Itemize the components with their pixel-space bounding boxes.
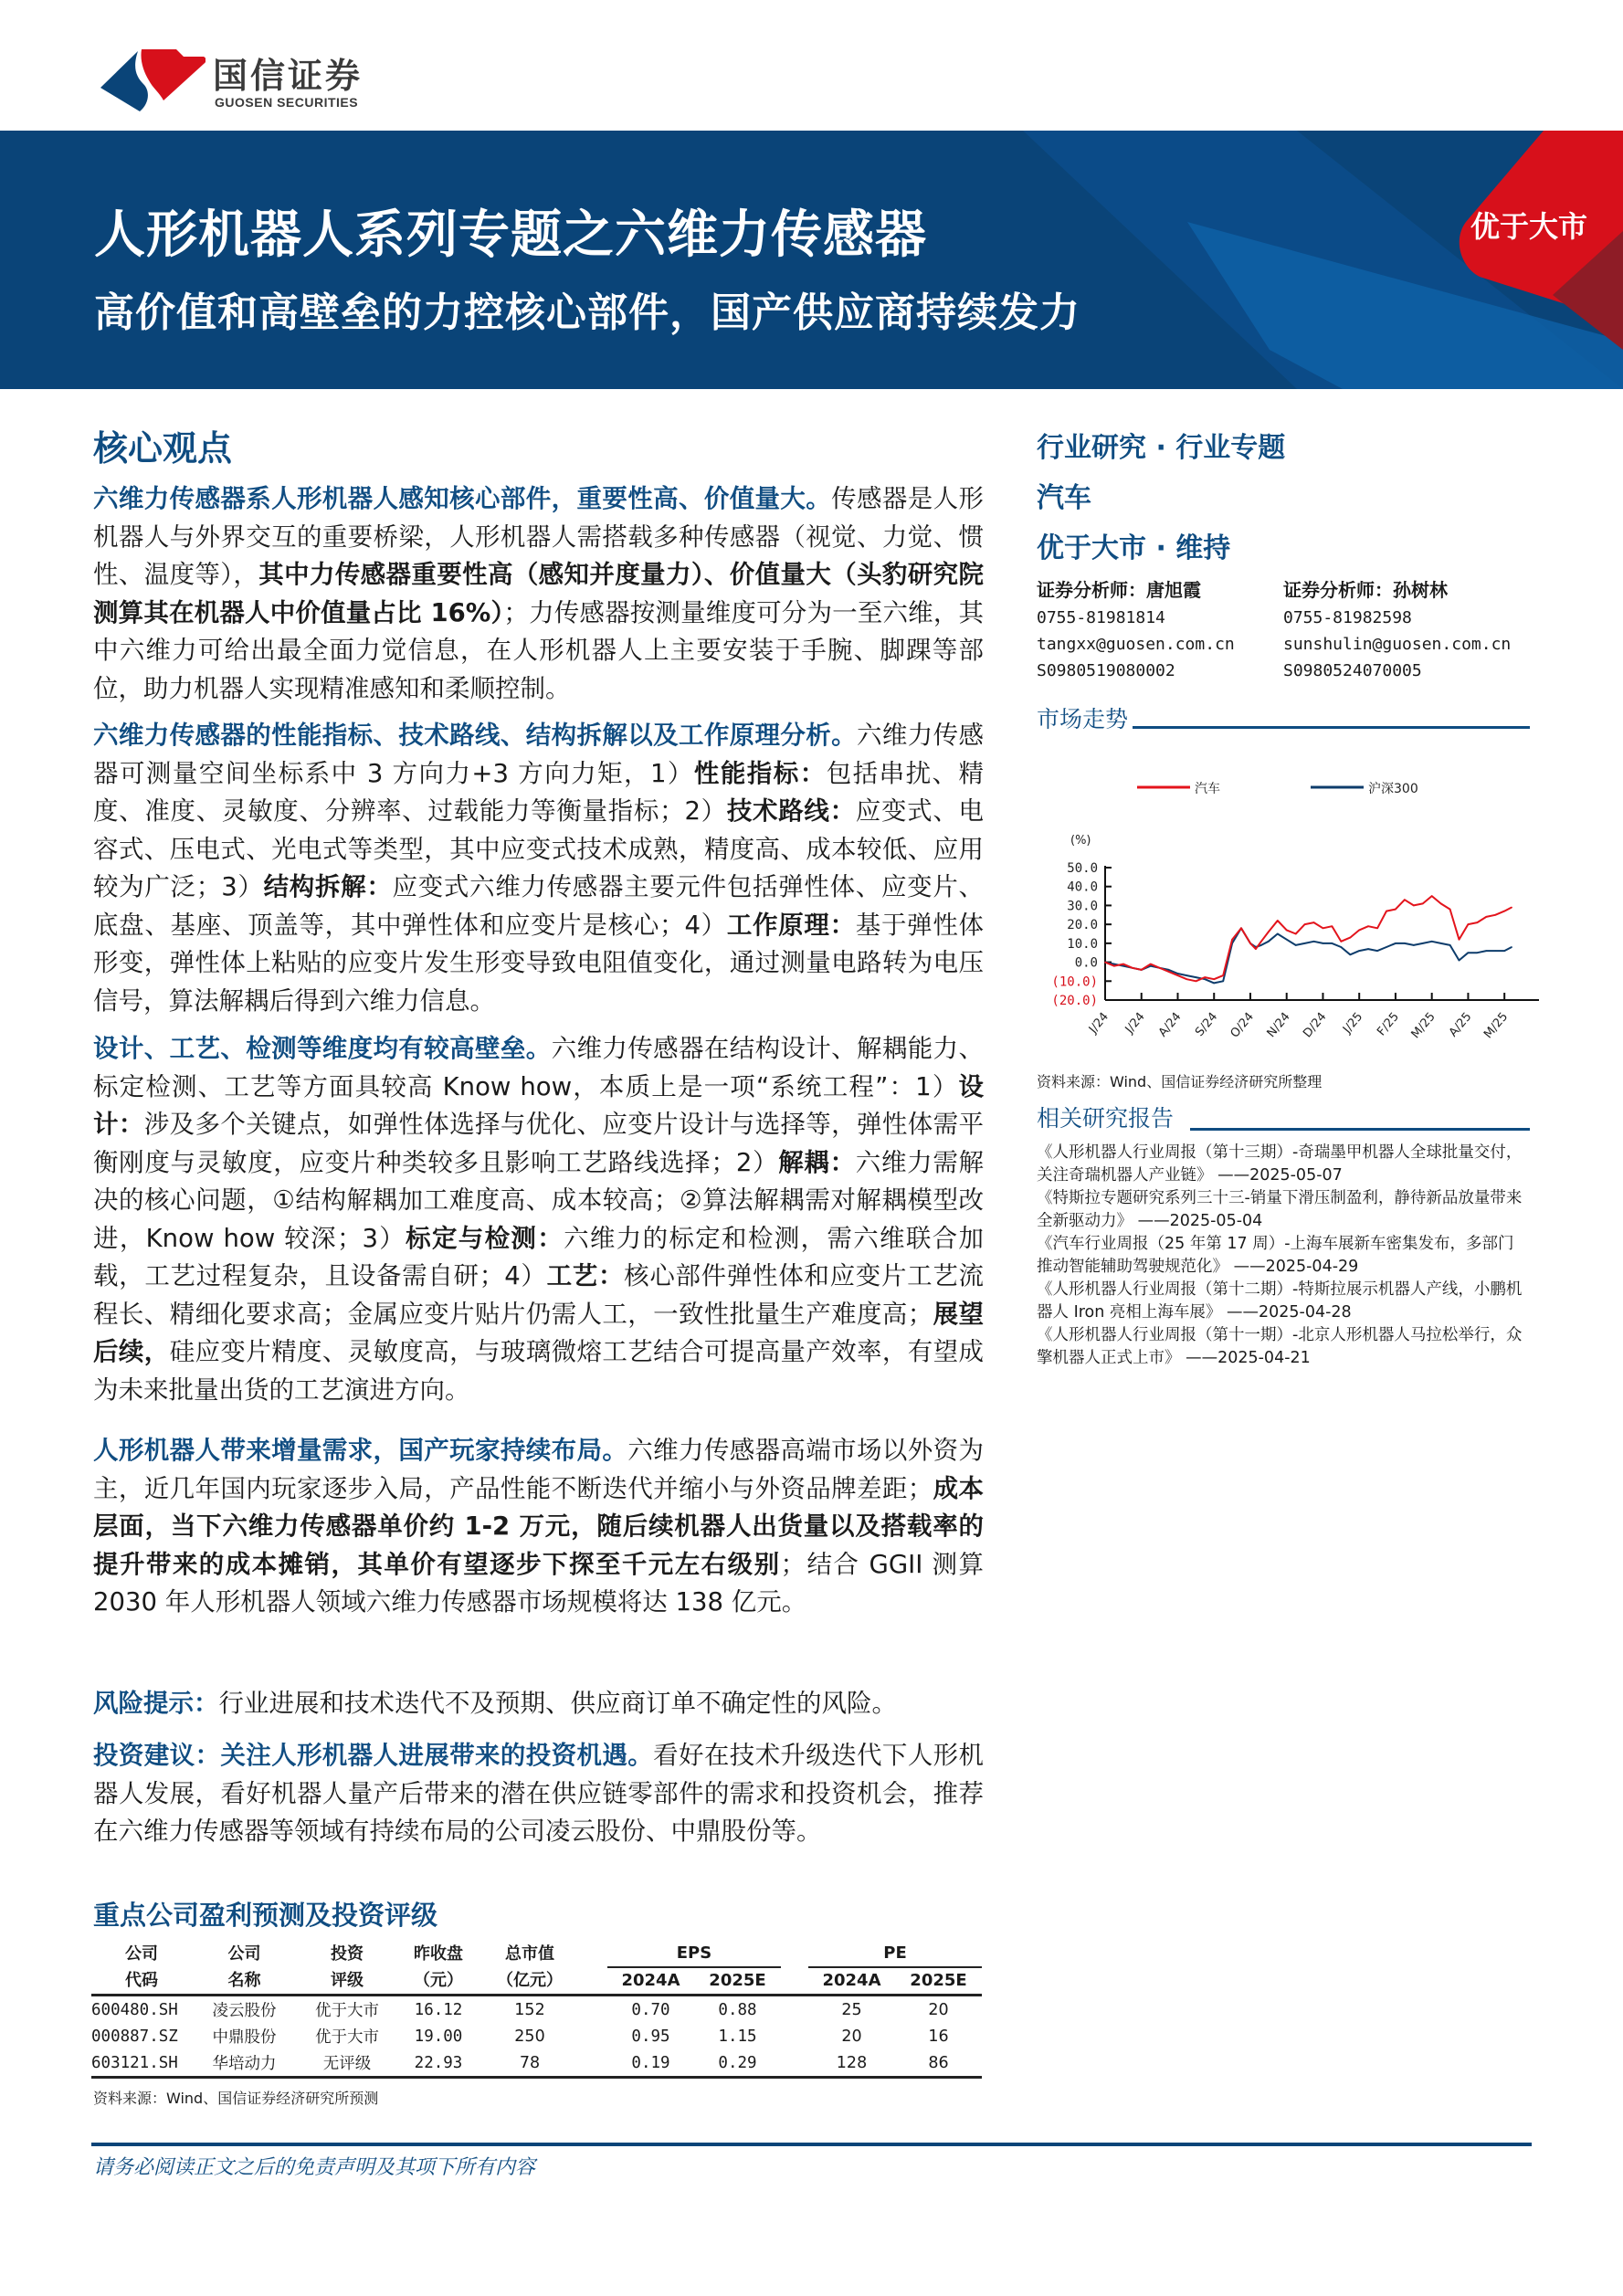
- y-tick-label: (10.0): [1051, 974, 1098, 990]
- x-tick-label: M/25: [1408, 1009, 1439, 1042]
- body-text: ；结合 GGII 测算 2030 年人形机器人领域六维力传感器市场规模将达 138 亿元。: [93, 1549, 984, 1617]
- data-point: [1177, 974, 1179, 976]
- col-header-pe-2024a: 2024A: [808, 1967, 895, 1996]
- cell-mktcap: 152: [514, 2000, 545, 2019]
- related-report-item[interactable]: [1037, 1187, 1530, 1233]
- report-date: ——2025-04-21: [1186, 1349, 1311, 1367]
- cell-code: 000887.SZ: [91, 2027, 178, 2046]
- report-date: ——2025-05-07: [1217, 1166, 1343, 1185]
- emphasis-text: 设计：: [93, 1071, 984, 1139]
- paragraph-lead: 六维力传感器的性能指标、技术路线、结构拆解以及工作原理分析。: [93, 721, 858, 750]
- emphasis-text: 展望后续，: [93, 1299, 985, 1366]
- report-title: 《汽车行业周报（25 年第 17 周）-上海车展新车密集发布，多部门推动智能辅助驾驶规范化》: [1037, 1235, 1514, 1276]
- cell-close: 22.93: [397, 2049, 480, 2078]
- x-tick-label: F/25: [1375, 1009, 1403, 1039]
- legend-label: 沪深300: [1368, 782, 1418, 796]
- data-point: [1332, 925, 1333, 927]
- data-point: [1367, 948, 1369, 950]
- body-text: 应变式六维力传感器主要元件包括弹性体、应变片、底盘、基座、顶盖等，其中弹性体和应变片是核心；4）: [93, 872, 985, 940]
- data-point: [1286, 939, 1288, 941]
- emphasis-text: 成本层面，当下六维力传感器单价约 1-2 万元，随后续机器人出货量以及搭载率的提升带来的成本摊销，其单价有望逐步下探至千元左右级别: [93, 1473, 985, 1579]
- investment-advice: [93, 1737, 984, 1851]
- col-header-pe: PE: [808, 1941, 982, 1967]
- cell-eps-2024a: 0.19: [607, 2049, 694, 2078]
- col-header-mktcap: 总市值: [505, 1943, 554, 1964]
- cell-eps-2024a: 0.95: [631, 2027, 670, 2046]
- data-point: [1186, 974, 1188, 976]
- data-point: [1313, 941, 1315, 943]
- report-category: 行业研究 · 行业专题: [1037, 432, 1286, 464]
- col-header-rating: 投资: [331, 1943, 364, 1964]
- data-point: [1231, 939, 1233, 941]
- report-title: 《人形机器人行业周报（第十三期）-奇瑞墨甲机器人全球批量交付，关注奇瑞机器人产业链》: [1037, 1143, 1523, 1185]
- analyst-email[interactable]: tangxx@guosen.com.cn: [1037, 635, 1235, 654]
- cell-name: 华培动力: [192, 2049, 297, 2078]
- core-paragraph-4: [93, 1432, 984, 1622]
- y-tick-label: 20.0: [1067, 918, 1098, 933]
- data-point: [1260, 941, 1262, 943]
- analyst-phone: 0755-81982598: [1283, 608, 1412, 627]
- data-point: [1304, 923, 1306, 925]
- related-report-item[interactable]: [1037, 1233, 1530, 1279]
- cell-eps-2024a: 0.70: [631, 2000, 670, 2019]
- section-divider: [1133, 726, 1530, 729]
- data-point: [1477, 922, 1479, 923]
- core-views-heading: 核心观点: [93, 428, 233, 469]
- body-text: 核心部件弹性体和应变片工艺流程长、精细化要求高；金属应变片贴片仍需人工，一致性批量生产难度高；: [93, 1261, 985, 1329]
- related-reports-heading: 相关研究报告: [1037, 1105, 1175, 1132]
- table-row: [91, 2023, 982, 2049]
- cell-pe-2025e: 20: [928, 2000, 949, 2019]
- data-point: [1358, 950, 1360, 952]
- data-point: [1341, 941, 1343, 943]
- analyst-cert: S0980519080002: [1037, 661, 1175, 680]
- cell-pe-2025e: 86: [895, 2049, 982, 2078]
- data-point: [1268, 941, 1270, 943]
- key-companies-heading: 重点公司盈利预测及投资评级: [93, 1900, 438, 1931]
- y-tick-label: 30.0: [1067, 899, 1098, 914]
- data-point: [1486, 916, 1488, 918]
- related-reports-list: [1037, 1142, 1530, 1370]
- col-header-eps-2024a: 2024A: [607, 1967, 694, 1996]
- table-header-row: [91, 1941, 982, 1967]
- data-point: [1122, 964, 1124, 965]
- x-tick-label: A/25: [1446, 1009, 1475, 1040]
- data-point: [1323, 943, 1324, 944]
- data-point: [1249, 943, 1251, 944]
- x-tick-label: D/24: [1301, 1009, 1330, 1041]
- data-point: [1386, 946, 1387, 948]
- data-point: [1395, 909, 1396, 911]
- chart-source: 资料来源：Wind、国信证券经济研究所整理: [1037, 1073, 1323, 1090]
- cell-pe-2024a: 128: [808, 2049, 895, 2078]
- paragraph-lead: 风险提示：: [93, 1689, 219, 1718]
- data-point: [1431, 895, 1433, 897]
- data-point: [1277, 920, 1279, 922]
- y-tick-label: 10.0: [1067, 936, 1098, 952]
- cell-name: 中鼎股份: [212, 2028, 277, 2047]
- cell-pe-2024a: 25: [841, 2000, 862, 2019]
- chart-legend: [1137, 782, 1418, 796]
- analyst-label: 证券分析师：: [1283, 579, 1393, 601]
- table-source: 资料来源：Wind、国信证券经济研究所预测: [93, 2090, 379, 2107]
- series-line-csi300: [1105, 928, 1512, 983]
- cell-rating: 优于大市: [315, 2028, 379, 2047]
- data-point: [1440, 903, 1442, 905]
- data-point: [1395, 943, 1396, 944]
- data-point: [1150, 965, 1152, 967]
- chart-lines: [1104, 895, 1512, 984]
- data-point: [1295, 933, 1297, 935]
- data-point: [1213, 978, 1215, 980]
- data-point: [1459, 960, 1460, 962]
- cell-rating: 优于大市: [315, 2002, 379, 2020]
- col-header-name: 名称: [192, 1967, 297, 1996]
- brand-name-cn: 国信证券: [213, 56, 364, 96]
- paragraph-lead: 投资建议：关注人形机器人进展带来的投资机遇。: [93, 1741, 654, 1770]
- body-text: 六维力的标定和检测，需六维联合加载，工艺过程复杂，且设备需自研；4）: [93, 1223, 984, 1290]
- data-point: [1295, 944, 1297, 946]
- data-point: [1132, 967, 1133, 969]
- paragraph-lead: 设计、工艺、检测等维度均有较高壁垒。: [93, 1034, 552, 1063]
- y-tick-label: 40.0: [1067, 879, 1098, 895]
- analyst-card: [1283, 577, 1511, 684]
- report-date: ——2025-04-28: [1226, 1303, 1352, 1322]
- x-tick-label: J/24: [1122, 1009, 1148, 1037]
- table-row: [91, 1996, 982, 2024]
- report-title: 《人形机器人行业周报（第十二期）-特斯拉展示机器人产线，小鹏机器人 Iron 亮相上海车展》: [1037, 1280, 1523, 1322]
- data-point: [1122, 965, 1124, 967]
- cell-name: 凌云股份: [212, 2002, 277, 2020]
- data-point: [1332, 943, 1333, 944]
- footer-disclaimer: 请务必阅读正文之后的免责声明及其项下所有内容: [93, 2156, 536, 2179]
- data-point: [1486, 950, 1488, 952]
- industry-name: 汽车: [1037, 482, 1091, 514]
- analyst-name: 唐旭霞: [1146, 579, 1201, 601]
- core-paragraph-3: [93, 1030, 984, 1409]
- x-tick-label: M/25: [1481, 1009, 1512, 1042]
- analyst-label: 证券分析师：: [1037, 579, 1146, 601]
- cell-pe-2024a: 20: [841, 2027, 862, 2046]
- data-point: [1459, 939, 1460, 941]
- emphasis-text: 工艺：: [546, 1261, 625, 1290]
- core-paragraph-1: [93, 480, 984, 708]
- body-text: 传感器是人形机器人与外界交互的重要桥梁，人形机器人需搭载多种传感器（视觉、力觉、惯性、温度等），: [93, 484, 985, 589]
- data-point: [1168, 971, 1170, 973]
- data-point: [1494, 950, 1496, 952]
- core-paragraph-2: [93, 717, 984, 1020]
- data-point: [1477, 952, 1479, 953]
- data-point: [1422, 903, 1424, 905]
- x-tick-label: O/24: [1228, 1009, 1258, 1041]
- col-header-name: 公司: [227, 1943, 261, 1964]
- data-point: [1422, 943, 1424, 944]
- y-tick-label: 50.0: [1067, 861, 1098, 876]
- data-point: [1104, 962, 1106, 964]
- data-point: [1404, 943, 1406, 944]
- section-divider: [1190, 1128, 1530, 1131]
- data-point: [1386, 911, 1387, 912]
- x-tick-label: J/25: [1340, 1009, 1366, 1037]
- emphasis-text: 标定与检测：: [406, 1223, 564, 1253]
- body-text: 六维力需解决的核心问题，①结构解耦加工难度高、成本较高；②算法解耦需对解耦模型改进，Know how 较深；3）: [93, 1147, 985, 1253]
- report-date: ——2025-04-29: [1233, 1258, 1359, 1276]
- data-point: [1196, 976, 1197, 978]
- data-point: [1268, 932, 1270, 933]
- data-point: [1304, 943, 1306, 944]
- col-header-code: 公司: [125, 1943, 158, 1964]
- body-text: 六维力传感器高端市场以外资为主，近几年国内玩家逐步入局，产品性能不断迭代并缩小与外资品牌差距；: [93, 1436, 984, 1503]
- report-title: 《人形机器人行业周报（第十一期）-北京人形机器人马拉松举行，众擎机器人正式上市》: [1037, 1326, 1523, 1367]
- data-point: [1413, 944, 1415, 946]
- chart-axes: [1051, 834, 1539, 1041]
- cell-pe-2025e: 16: [928, 2027, 949, 2046]
- body-text: 行业进展和技术迭代不及预期、供应商订单不确定性的风险。: [218, 1689, 897, 1718]
- data-point: [1468, 923, 1470, 925]
- y-tick-label: 0.0: [1074, 955, 1098, 971]
- data-point: [1323, 927, 1324, 929]
- data-point: [1376, 950, 1378, 952]
- cell-eps-2025e: 0.29: [694, 2049, 781, 2078]
- col-header-eps-2025e: 2025E: [694, 1967, 781, 1996]
- data-point: [1511, 946, 1512, 948]
- risk-warning: [93, 1685, 984, 1723]
- data-point: [1494, 914, 1496, 916]
- col-header-mktcap: （亿元）: [480, 1967, 580, 1996]
- x-tick-label: N/24: [1264, 1009, 1293, 1041]
- data-point: [1286, 930, 1288, 932]
- body-text: 基于弹性体形变，弹性体上粘贴的应变片发生形变导致电阻值变化，通过测量电路转为电压信号，算法解耦后得到六维力信息。: [93, 910, 985, 1016]
- col-header-close: （元）: [397, 1967, 480, 1996]
- rating-badge: 优于大市: [1470, 209, 1588, 244]
- data-point: [1240, 927, 1242, 929]
- data-point: [1449, 944, 1451, 946]
- analyst-cert: S0980524070005: [1283, 661, 1422, 680]
- data-point: [1413, 905, 1415, 907]
- data-point: [1196, 980, 1197, 982]
- analyst-email[interactable]: sunshulin@guosen.com.cn: [1283, 635, 1512, 654]
- data-point: [1367, 925, 1369, 927]
- data-point: [1255, 948, 1257, 950]
- body-text: 应变式、电容式、压电式、光电式等类型，其中应变式技术成熟，精度高、成本较低、应用较为广泛；3）: [93, 796, 985, 901]
- cell-mktcap: 250: [514, 2027, 545, 2046]
- cell-code: 600480.SH: [91, 2000, 178, 2019]
- body-text: 涉及多个关键点，如弹性体选择与优化、应变片设计与选择等，弹性体需平衡刚度与灵敏度，应变片种类较多且影响工艺路线选择；2）: [93, 1110, 985, 1177]
- data-point: [1222, 980, 1224, 982]
- data-point: [1186, 978, 1188, 980]
- data-point: [1349, 937, 1351, 939]
- data-point: [1150, 964, 1152, 965]
- data-point: [1313, 922, 1315, 923]
- data-point: [1177, 973, 1179, 974]
- table-row: [91, 2049, 982, 2078]
- data-point: [1168, 969, 1170, 971]
- report-title: 《特斯拉专题研究系列三十三-销量下滑压制盈利，静待新品放量带来全新驱动力》: [1037, 1189, 1523, 1230]
- x-tick-label: S/24: [1193, 1009, 1221, 1039]
- x-tick-label: J/24: [1086, 1009, 1112, 1037]
- legend-label: 汽车: [1195, 782, 1220, 796]
- related-report-item[interactable]: [1037, 1324, 1530, 1370]
- cell-rating: 无评级: [297, 2049, 397, 2078]
- cell-eps-2025e: 0.88: [718, 2000, 757, 2019]
- key-companies-table: [91, 1941, 982, 2079]
- guosen-logo-icon: [96, 44, 206, 117]
- body-text: ；力传感器按测量维度可分为一至六维，其中六维力可给出最全面力觉信息，在人形机器人上主要安装于手腕、脚踝等部位，助力机器人实现精准感知和柔顺控制。: [93, 597, 984, 703]
- data-point: [1503, 950, 1505, 952]
- cell-mktcap: 78: [480, 2049, 580, 2078]
- data-point: [1141, 969, 1143, 971]
- emphasis-text: 其中力传感器重要性高（感知并度量力）、价值量大（头豹研究院测算其在机器人中价值量占比 16%）: [93, 560, 984, 627]
- data-point: [1159, 967, 1161, 969]
- cell-close: 19.00: [414, 2027, 463, 2046]
- footer-divider: [91, 2143, 1532, 2146]
- data-point: [1277, 933, 1279, 935]
- brand-name-en: GUOSEN SECURITIES: [215, 95, 359, 110]
- y-axis-unit: (%): [1070, 834, 1091, 848]
- emphasis-text: 工作原理：: [726, 910, 856, 940]
- emphasis-text: 技术路线：: [726, 796, 856, 826]
- x-tick-label: A/24: [1155, 1009, 1185, 1040]
- data-point: [1449, 909, 1451, 911]
- data-point: [1260, 944, 1262, 946]
- market-trend-heading: 市场走势: [1037, 706, 1129, 732]
- cell-close: 16.12: [414, 2000, 463, 2019]
- data-point: [1503, 911, 1505, 912]
- y-tick-label: (20.0): [1051, 994, 1098, 1008]
- cell-code: 603121.SH: [91, 2049, 192, 2078]
- data-point: [1440, 943, 1442, 944]
- data-point: [1376, 927, 1378, 929]
- data-point: [1358, 930, 1360, 932]
- market-trend-chart: [1032, 767, 1544, 1059]
- col-header-pe-2025e: 2025E: [895, 1967, 982, 1996]
- related-report-item[interactable]: [1037, 1279, 1530, 1324]
- data-point: [1468, 952, 1470, 953]
- analyst-phone: 0755-81981814: [1037, 608, 1165, 627]
- paragraph-lead: 人形机器人带来增量需求，国产玩家持续布局。: [93, 1436, 628, 1465]
- col-header-close: 昨收盘: [414, 1943, 463, 1964]
- data-point: [1341, 946, 1343, 948]
- emphasis-text: 解耦：: [778, 1147, 856, 1177]
- data-point: [1511, 907, 1512, 909]
- data-point: [1213, 983, 1215, 985]
- body-text: 六维力传感器可测量空间坐标系中 3 方向力+3 方向力矩，1）: [93, 721, 985, 788]
- table-header-row: [91, 1967, 982, 1996]
- title-banner: [0, 131, 1623, 389]
- data-point: [1349, 953, 1351, 955]
- data-point: [1204, 978, 1206, 980]
- report-date: ——2025-05-04: [1137, 1212, 1263, 1230]
- paragraph-lead: 六维力传感器系人形机器人感知核心部件，重要性高、价值量大。: [93, 484, 832, 513]
- industry-rating: 优于大市 · 维持: [1037, 532, 1231, 564]
- guosen-logo: [96, 44, 388, 117]
- body-text: 包括串扰、精度、准度、灵敏度、分辨率、过载能力等衡量指标；2）: [93, 758, 984, 826]
- emphasis-text: 性能指标：: [693, 758, 827, 788]
- emphasis-text: 结构拆解：: [263, 872, 393, 901]
- body-text: 六维力传感器在结构设计、解耦能力、标定检测、工艺等方面具较高 Know how，本质上是一项“系统工程”：1）: [93, 1034, 985, 1101]
- data-point: [1431, 941, 1433, 943]
- col-header-rating: 评级: [297, 1967, 397, 1996]
- analyst-card: [1037, 577, 1235, 684]
- cell-eps-2025e: 1.15: [718, 2027, 757, 2046]
- data-point: [1404, 899, 1406, 900]
- related-report-item[interactable]: [1037, 1142, 1530, 1187]
- body-text: 硅应变片精度、灵敏度高，与玻璃微熔工艺结合可提高量产效率，有望成为未来批量出货的工艺演进方向。: [93, 1337, 985, 1405]
- report-title: 人形机器人系列专题之六维力传感器: [94, 205, 927, 265]
- col-header-eps: EPS: [607, 1941, 781, 1967]
- analyst-name: 孙树林: [1393, 579, 1448, 601]
- data-point: [1222, 974, 1224, 976]
- data-point: [1204, 976, 1206, 978]
- data-point: [1113, 964, 1115, 965]
- body-text: 看好在技术升级迭代下人形机器人发展，看好机器人量产后带来的潜在供应链零部件的需求和投资机会，推荐在六维力传感器等领域有持续布局的公司凌云股份、中鼎股份等。: [93, 1741, 985, 1846]
- col-header-code: 代码: [91, 1967, 192, 1996]
- report-subtitle: 高价值和高壁垒的力控核心部件，国产供应商持续发力: [94, 290, 1080, 336]
- data-point: [1113, 965, 1115, 967]
